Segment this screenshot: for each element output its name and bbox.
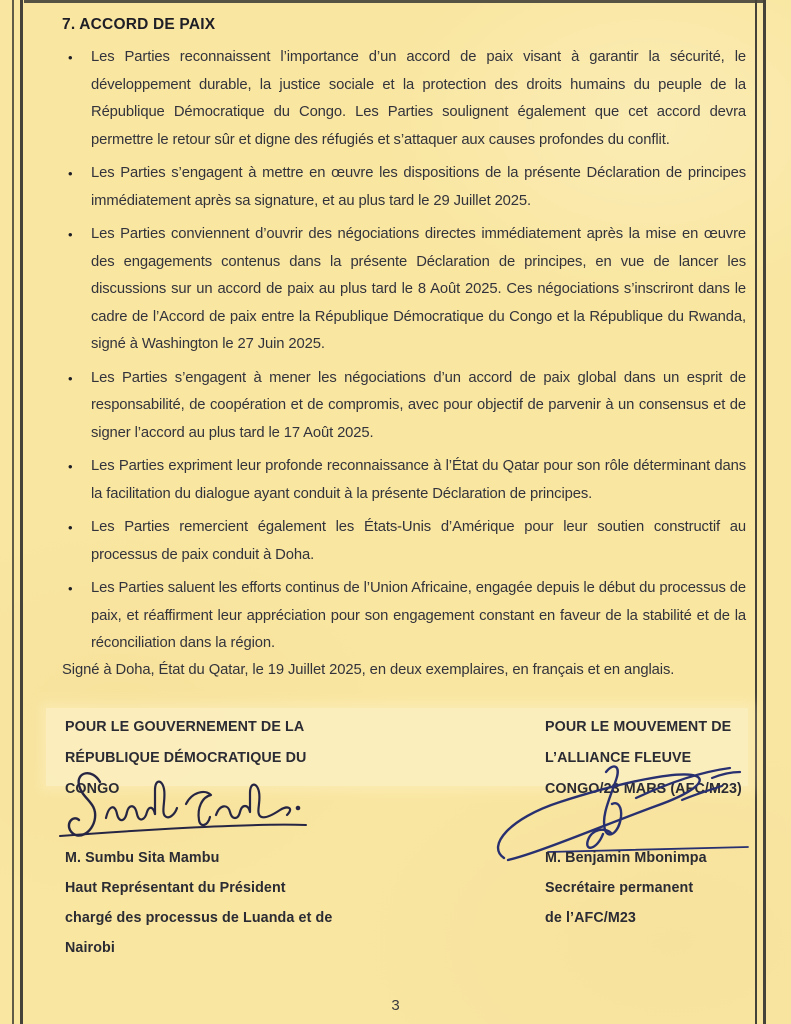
bullet-item xyxy=(62,44,746,154)
page-number: 3 xyxy=(391,997,400,1014)
signatory-left-title-line: chargé des processus de Luanda et de xyxy=(65,910,333,926)
bullet-text: Les Parties remercient également les États-Unis d’Amérique pour leur soutien constructif au processus de paix conduit à Doha. xyxy=(91,519,746,563)
page-edge-line-right-inner xyxy=(755,0,757,1024)
signatory-right-heading xyxy=(545,712,765,805)
bullet-text: Les Parties saluent les efforts continus de l’Union Africaine, engagée depuis le début du processus de paix, et réaffirment leur appréciation pour son engagement constant en faveur de la stabilité et de la réconciliation dans la région. xyxy=(91,580,746,651)
bullet-item xyxy=(62,453,746,508)
bullet-text: Les Parties s’engagent à mener les négociations d’un accord de paix global dans un esprit de responsabilité, de coopération et de compromis, avec pour objectif de parvenir à un consensus et de signer l’accord au plus tard le 17 Août 2025. xyxy=(91,369,746,441)
bullet-marker: • xyxy=(68,50,73,65)
signatory-left-title-line: Nairobi xyxy=(65,940,115,956)
bullet-item xyxy=(62,575,746,658)
signatory-right-title-line: Secrétaire permanent xyxy=(545,880,694,896)
bullet-marker: • xyxy=(68,520,73,535)
bullet-item xyxy=(62,365,746,448)
bullet-text: Les Parties expriment leur profonde reconnaissance à l’État du Qatar pour son rôle déterminant dans la facilitation du dialogue ayant conduit à la présente Déclaration de principes. xyxy=(91,458,746,502)
signatory-right-names xyxy=(545,843,707,933)
bullet-text: Les Parties conviennent d’ouvrir des négociations directes immédiatement après la mise en œuvre des engagements contenus dans la présente Déclaration de principes, en vue de lancer les discussions sur un accord de paix au plus tard le 8 Août 2025. Ces négociations s’inscriront dans le cadre de l’Accord de paix entre la République Démocratique du Congo et la République du Rwanda, signé à Washington le 27 Juin 2025. xyxy=(91,226,746,352)
signatory-right-heading-line: L’ALLIANCE FLEUVE xyxy=(545,750,692,766)
signatory-right-title-line: de l’AFC/M23 xyxy=(545,910,636,926)
bullet-item xyxy=(62,514,746,569)
bullet-item xyxy=(62,221,746,359)
page-edge-line-left-outer xyxy=(12,0,14,1024)
bullet-marker: • xyxy=(68,227,73,242)
signature-date-line: Signé à Doha, État du Qatar, le 19 Juillet 2025, en deux exemplaires, en français et en anglais. xyxy=(62,662,675,678)
signatory-right-heading-line: POUR LE MOUVEMENT DE xyxy=(545,719,732,735)
signatory-left-name: M. Sumbu Sita Mambu xyxy=(65,850,220,866)
bullet-text: Les Parties s’engagent à mettre en œuvre les dispositions de la présente Déclaration de principes immédiatement après sa signature, et au plus tard le 29 Juillet 2025. xyxy=(91,165,746,209)
bullet-marker: • xyxy=(68,459,73,474)
bullet-item xyxy=(62,160,746,215)
signatory-left-heading-line: RÉPUBLIQUE DÉMOCRATIQUE DU xyxy=(65,750,307,766)
bullet-marker: • xyxy=(68,166,73,181)
signatory-left-heading-line: CONGO xyxy=(65,781,120,797)
section-heading: 7. ACCORD DE PAIX xyxy=(62,16,216,33)
signatory-left-heading-line: POUR LE GOUVERNEMENT DE LA xyxy=(65,719,305,735)
bullet-text: Les Parties reconnaissent l’importance d’un accord de paix visant à garantir la sécurité, le développement durable, la justice sociale et la protection des droits humains du peuple de la République Démocratique du Congo. Les Parties soulignent également que cet accord devra permettre le retour sûr et digne des réfugiés et s’attaquer aux causes profondes du conflit. xyxy=(91,49,746,148)
signatory-left-title-line: Haut Représentant du Président xyxy=(65,880,286,896)
page-edge-line-left-inner xyxy=(20,0,23,1024)
page-edge-line-right-outer xyxy=(763,0,766,1024)
page-edge-line-top xyxy=(24,0,765,3)
signatory-left-heading xyxy=(65,712,325,805)
bullet-marker: • xyxy=(68,370,73,386)
signatory-right-heading-line: CONGO/23 MARS (AFC/M23) xyxy=(545,781,742,797)
signatory-right-name: M. Benjamin Mbonimpa xyxy=(545,850,707,866)
bullet-marker: • xyxy=(68,581,73,596)
signatory-left-names xyxy=(65,843,332,963)
bullet-list xyxy=(62,44,746,664)
